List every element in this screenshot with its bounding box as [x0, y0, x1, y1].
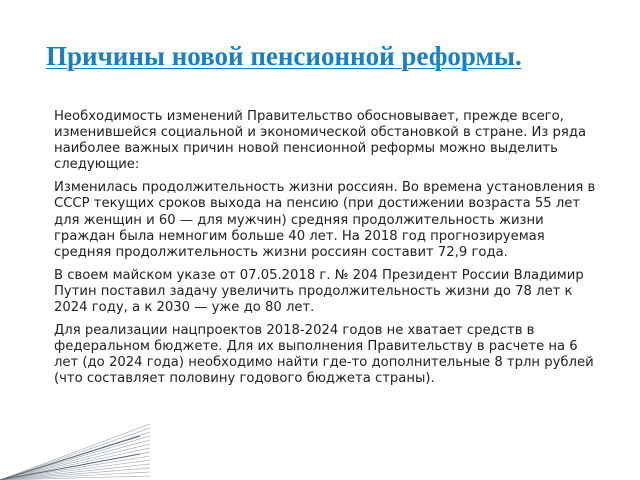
paragraph-budget-deficit: Для реализации нацпроектов 2018-2024 годов не хватает средств в федеральном бюджете. Для их выполнения Правительству в расчете на 6 лет (до 2024 года) необходимо найти где-то дополнительные 8 трлн рублей (что составляет половину годового бюджета страны). — [54, 323, 594, 387]
paragraph-presidential-decree: В своем майском указе от 07.05.2018 г. № 204 Президент России Владимир Путин поставил задачу увеличить продолжительность жизни до 78 лет к 2024 году, а к 2030 — уже до 80 лет. — [54, 267, 584, 316]
paragraph-life-expectancy: Изменилась продолжительность жизни россиян. Во времена установления в СССР текущих сроков выхода на пенсию (при достижении возраста 55 лет для женщин и 60 — для мужчин) средняя продолжительность жизни граждан была немногим больше 40 лет. На 2018 год прогнозируемая средняя продолжительность жизни россиян составит 72,9 года. — [54, 180, 596, 260]
paragraph-intro: Необходимость изменений Правительство обосновывает, прежде всего, изменившейся социальной и экономической обстановкой в стране. Из ряда наиболее важных причин новой пенсионной реформы можно выделить следующие: — [54, 109, 587, 173]
slide-title: Причины новой пенсионной реформы. — [46, 41, 522, 71]
slide-body — [54, 109, 604, 395]
decorative-corner-lines — [0, 396, 150, 480]
